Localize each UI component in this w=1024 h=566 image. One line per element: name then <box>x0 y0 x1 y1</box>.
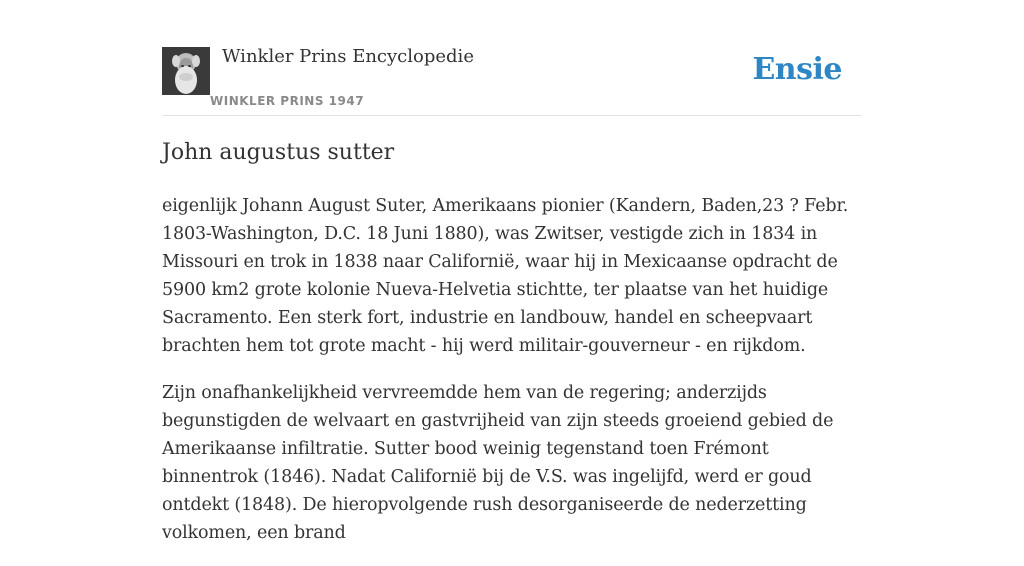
source-avatar-icon[interactable] <box>162 47 210 95</box>
source-title[interactable]: Winkler Prins Encyclopedie <box>222 46 474 67</box>
article-paragraph: Zijn onafhankelijkheid vervreemdde hem van de regering; anderzijds begunstigden de welvaart en gastvrijheid van zijn steeds groeiend gebied de Amerikaanse infiltratie. Sutter bood weinig tegenstand toen Frémont binnentrok (1846). Nadat Californië bij de V.S. was ingelijfd, werd er goud ontdekt (1848). De hieropvolgende rush desorganiseerde de nederzetting volkomen, een brand <box>162 383 834 543</box>
brand-logo[interactable]: Ensie <box>752 52 842 87</box>
source-header <box>162 44 862 116</box>
article-body <box>162 192 862 566</box>
source-subtitle: WINKLER PRINS 1947 <box>210 94 365 108</box>
article-paragraph: eigenlijk Johann August Suter, Amerikaans pionier (Kandern, Baden,23 ? Febr. 1803-Washington, D.C. 18 Juni 1880), was Zwitser, vestigde zich in 1834 in Missouri en trok in 1838 naar Californië, waar hij in Mexicaanse opdracht de 5900 km2 grote kolonie Nueva-Helvetia stichtte, ter plaatse van het huidige Sacramento. Een sterk fort, industrie en landbouw, handel en scheepvaart brachten hem tot grote macht - hij werd militair-gouverneur - en rijkdom. <box>162 196 849 356</box>
article-title: John augustus sutter <box>162 140 395 165</box>
bearded-man-portrait-icon <box>162 47 210 95</box>
